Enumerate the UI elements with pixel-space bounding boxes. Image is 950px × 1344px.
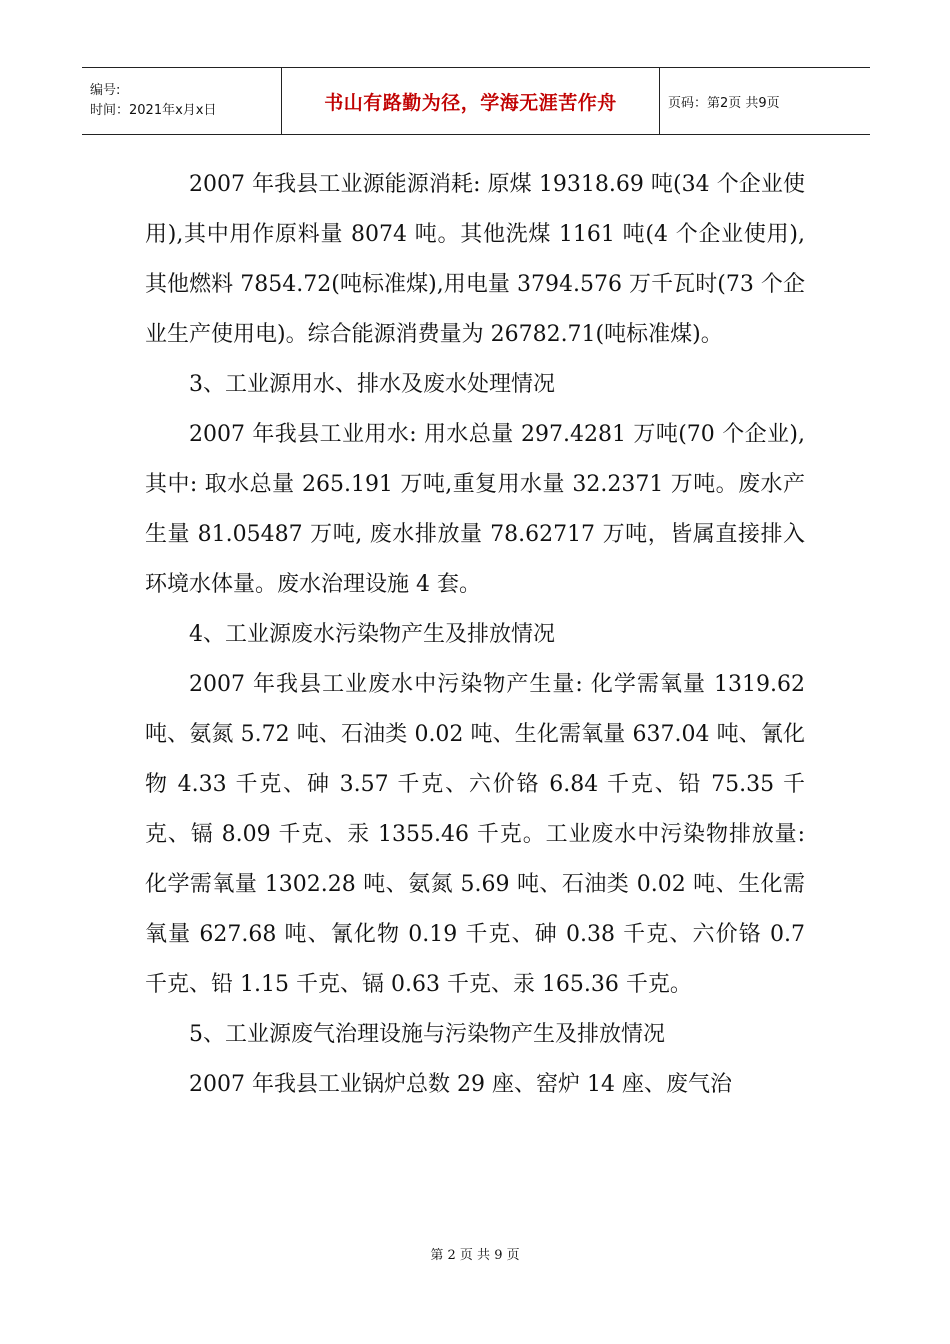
motto-text: 书山有路勤为径，学海无涯苦作舟 xyxy=(324,91,617,114)
document-body xyxy=(145,160,805,1110)
paragraph-waste-gas: 2007 年我县工业锅炉总数 29 座、窑炉 14 座、废气治 xyxy=(189,1072,732,1097)
section-heading-waste-gas: 5、工业源废气治理设施与污染物产生及排放情况 xyxy=(189,1022,665,1047)
page-footer xyxy=(0,1244,950,1263)
header-motto xyxy=(282,68,660,134)
section-heading-water-usage: 3、工业源用水、排水及废水处理情况 xyxy=(189,372,555,397)
footer-page-number: 第 2 页 共 9 页 xyxy=(430,1248,520,1263)
page-info-text: 页码：第2页 共9页 xyxy=(668,95,780,111)
section-heading-wastewater-pollutants: 4、工业源废水污染物产生及排放情况 xyxy=(189,622,555,647)
document-date-label: 时间：2021年x月x日 xyxy=(90,103,217,118)
paragraph-water-usage: 2007 年我县工业用水: 用水总量 297.4281 万吨(70 个企业),其中: 取水总量 265.191 万吨,重复用水量 32.2371 万吨。废水产生量 81.05487 万吨, 废水排放量 78.62717 万吨，皆属直接排入环境水体量。废水治理设施 4 套。 xyxy=(145,422,805,597)
header-meta xyxy=(82,68,282,134)
page-header xyxy=(82,67,870,135)
document-number-label: 编号: xyxy=(90,83,121,98)
paragraph-wastewater-pollutants: 2007 年我县工业废水中污染物产生量: 化学需氧量 1319.62 吨、氨氮 5.72 吨、石油类 0.02 吨、生化需氧量 637.04 吨、氰化物 4.33 千克、砷 3.57 千克、六价铬 6.84 千克、铅 75.35 千克、镉 8.09 千克、汞 1355.46 千克。工业废水中污染物排放量: 化学需氧量 1302.28 吨、氨氮 5.69 吨、石油类 0.02 吨、生化需氧量 627.68 吨、氰化物 0.19 千克、砷 0.38 千克、六价铬 0.7 千克、铅 1.15 千克、镉 0.63 千克、汞 165.36 千克。 xyxy=(145,672,805,997)
paragraph-energy-consumption: 2007 年我县工业源能源消耗: 原煤 19318.69 吨(34 个企业使用),其中用作原料量 8074 吨。其他洗煤 1161 吨(4 个企业使用),其他燃料 7854.72(吨标准煤),用电量 3794.576 万千瓦时(73 个企业生产使用电)。综合能源消费量为 26782.71(吨标准煤)。 xyxy=(145,172,805,347)
header-page-info xyxy=(660,68,870,134)
